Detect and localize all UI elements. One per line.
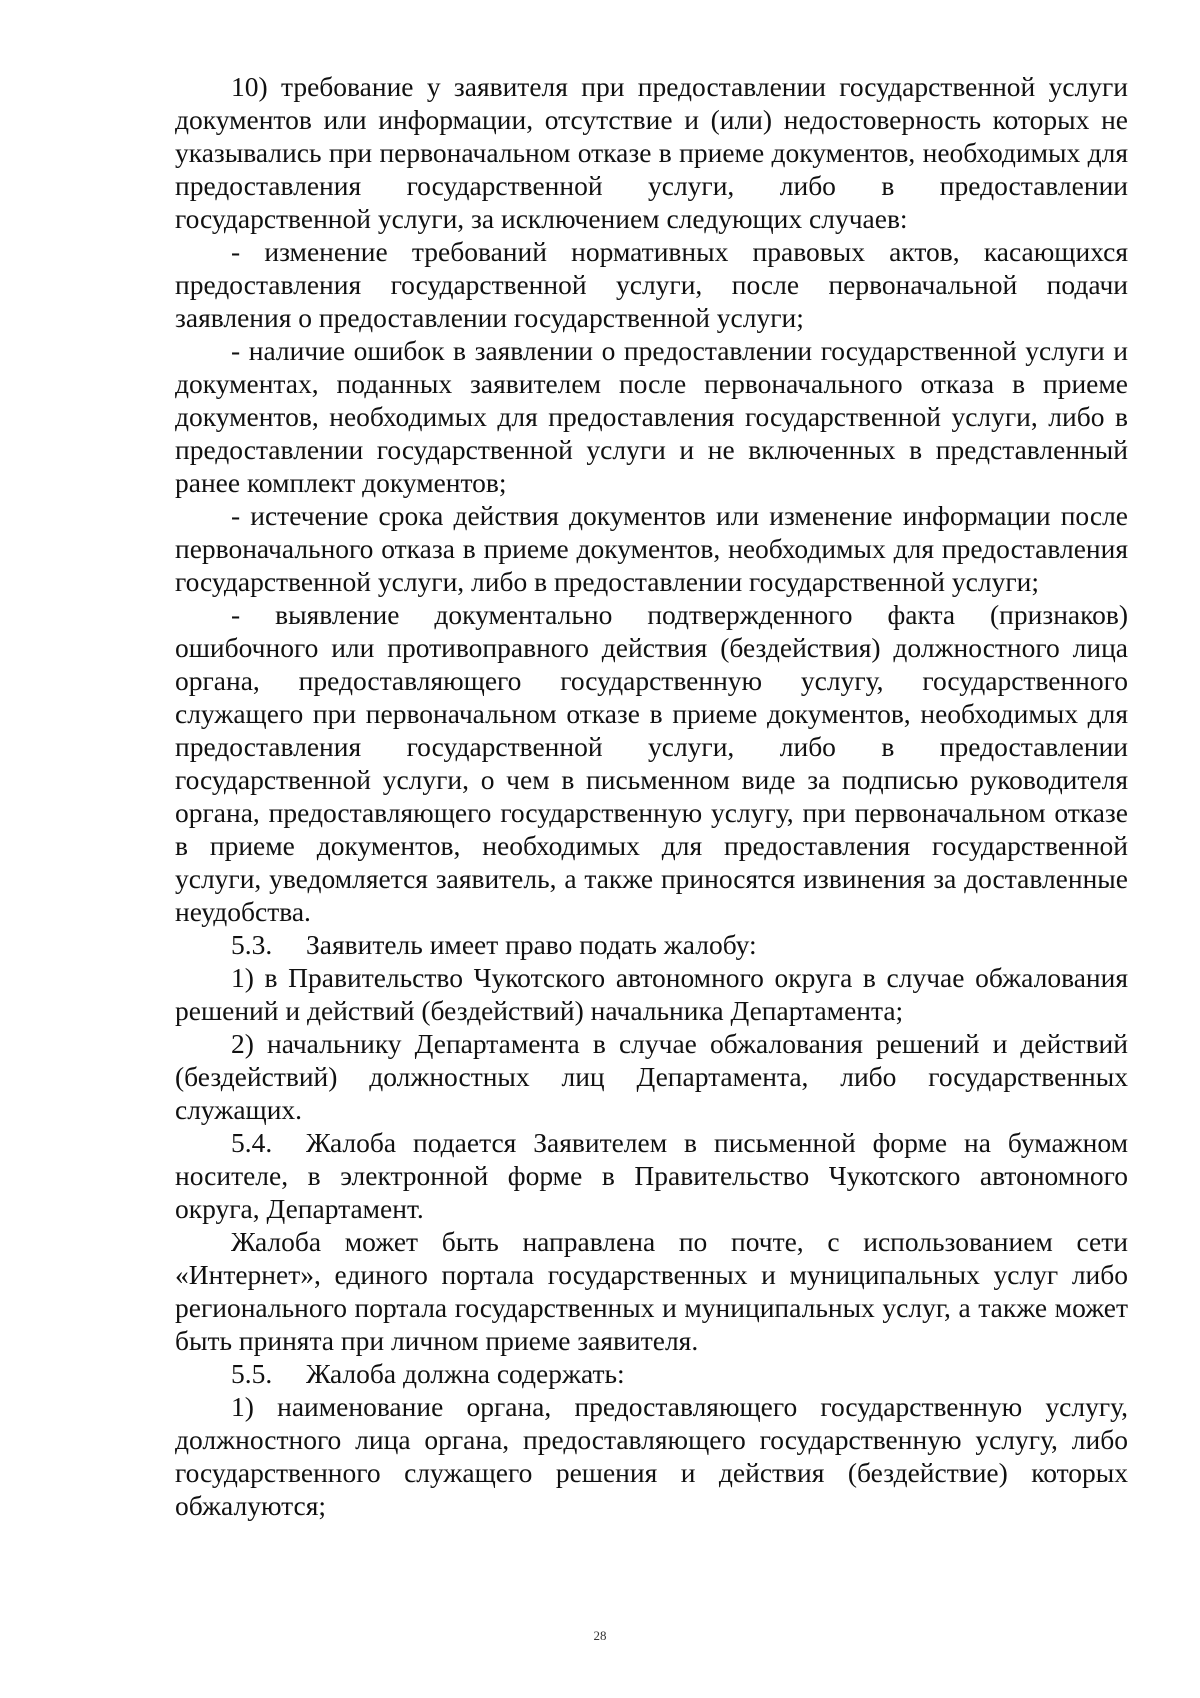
body-text [175, 70, 1128, 1522]
paragraph: 10) требование у заявителя при предоставлении государственной услуги документов или информации, отсутствие и (или) недостоверность которых не указывались при первоначальном отказе в приеме документов, необходимых для предоставления государственной услуги, либо в предоставлении государственной услуги, за исключением следующих случаев: [175, 71, 1128, 234]
paragraph: - истечение срока действия документов или изменение информации после первоначального отказа в приеме документов, необходимых для предоставления государственной услуги, либо в предоставлении государственной услуги; [175, 500, 1128, 597]
section-number: 5.4. [231, 1127, 273, 1158]
paragraph: - наличие ошибок в заявлении о предоставлении государственной услуги и документах, поданных заявителем после первоначального отказа в приеме документов, необходимых для предоставления государственной услуги, либо в предоставлении государственной услуги и не включенных в представленный ранее комплект документов; [175, 335, 1128, 498]
section-number: 5.5. [231, 1358, 273, 1389]
paragraph: 1) наименование органа, предоставляющего государственную услугу, должностного лица органа, предоставляющего государственную услугу, либо государственного служащего решения и действия (бездействие) которых обжалуются; [175, 1391, 1128, 1521]
section-paragraph: 5.5. Жалоба должна содержать: [231, 1358, 625, 1389]
paragraph: 1) в Правительство Чукотского автономного округа в случае обжалования решений и действий (бездействий) начальника Департамента; [175, 962, 1128, 1026]
paragraph: 2) начальнику Департамента в случае обжалования решений и действий (бездействий) должностных лиц Департамента, либо государственных служащих. [175, 1028, 1128, 1125]
page-number: 28 [593, 1628, 607, 1643]
paragraph: - изменение требований нормативных правовых актов, касающихся предоставления государственной услуги, после первоначальной подачи заявления о предоставлении государственной услуги; [175, 236, 1128, 333]
section-paragraph: 5.3. Заявитель имеет право подать жалобу: [231, 929, 757, 960]
section-paragraph: 5.4. Жалоба подается Заявителем в письменной форме на бумажном носителе, в электронной форме в Правительство Чукотского автономного округа, Департамент. [175, 1127, 1128, 1224]
section-number: 5.3. [231, 929, 273, 960]
paragraph: Жалоба может быть направлена по почте, с использованием сети «Интернет», единого портала государственных и муниципальных услуг либо регионального портала государственных и муниципальных услуг, а также может быть принята при личном приеме заявителя. [175, 1226, 1128, 1356]
paragraph: - выявление документально подтвержденного факта (признаков) ошибочного или противоправного действия (бездействия) должностного лица органа, предоставляющего государственную услугу, государственного служащего при первоначальном отказе в приеме документов, необходимых для предоставления государственной услуги, либо в предоставлении государственной услуги, о чем в письменном виде за подписью руководителя органа, предоставляющего государственную услугу, при первоначальном отказе в приеме документов, необходимых для предоставления государственной услуги, уведомляется заявитель, а также приносятся извинения за доставленные неудобства. [175, 599, 1128, 927]
